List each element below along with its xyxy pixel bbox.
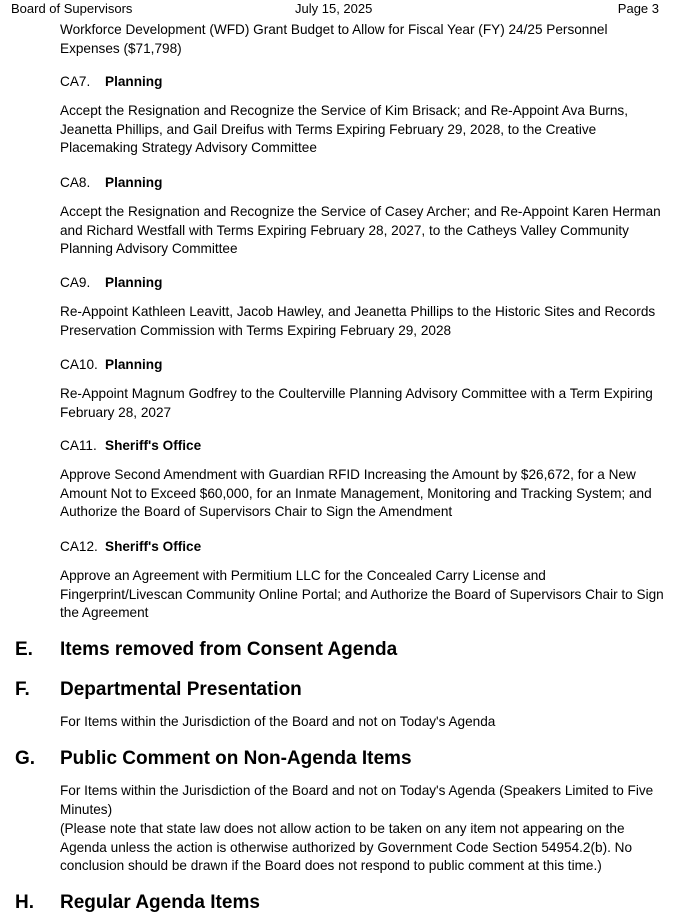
section-letter: H.	[15, 892, 34, 913]
section-text: For Items within the Jurisdiction of the Board and not on Today's Agenda (Speakers Limited to Five Minutes)	[60, 783, 654, 817]
item-department: Planning	[105, 357, 163, 372]
item-number: CA12.	[60, 539, 98, 554]
header-date: July 15, 2025	[295, 1, 373, 16]
section-letter: E.	[15, 639, 33, 660]
agenda-item-heading	[60, 538, 201, 556]
agenda-item-description: Approve Second Amendment with Guardian RFID Increasing the Amount by $26,672, for a New Amount Not to Exceed $60,000, for an Inmate Management, Monitoring and Tracking System; and Authorize the Board of Supervisors Chair to Sign the Amendment	[60, 467, 652, 520]
agenda-item-heading	[60, 437, 201, 455]
section-heading	[15, 747, 412, 771]
agenda-item-description: Approve an Agreement with Permitium LLC for the Concealed Carry License and Fingerprint/Livescan Community Online Portal; and Authorize the Board of Supervisors Chair to Sign the Agreement	[60, 568, 664, 621]
section-title: Regular Agenda Items	[60, 892, 260, 913]
header-page-number: Page 3	[617, 1, 659, 16]
section-letter: G.	[15, 748, 36, 769]
item-department: Sheriff's Office	[105, 539, 202, 554]
agenda-item-heading	[60, 73, 162, 91]
item-department: Sheriff's Office	[105, 438, 202, 453]
agenda-item-description: Re-Appoint Kathleen Leavitt, Jacob Hawley, and Jeanetta Phillips to the Historic Sites and Records Preservation Commission with Terms Expiring February 29, 2028	[60, 304, 656, 338]
continued-item-text: Workforce Development (WFD) Grant Budget to Allow for Fiscal Year (FY) 24/25 Personnel Expenses ($71,798)	[60, 22, 608, 56]
item-department: Planning	[105, 74, 163, 89]
section-note: (Please note that state law does not allow action to be taken on any item not appearing on the Agenda unless the action is otherwise authorized by Government Code Section 54954.2(b). No conclusion should be drawn if the Board does not respond to public comment at this time.)	[60, 821, 633, 874]
agenda-item-heading	[60, 174, 162, 192]
agenda-item-heading	[60, 356, 162, 374]
header-board-name: Board of Supervisors	[11, 1, 133, 16]
section-title: Items removed from Consent Agenda	[60, 639, 398, 660]
item-department: Planning	[105, 275, 163, 290]
item-department: Planning	[105, 175, 163, 190]
item-number: CA10.	[60, 357, 98, 372]
item-number: CA8.	[60, 175, 91, 190]
section-heading	[15, 678, 302, 702]
section-heading	[15, 891, 260, 915]
section-title: Departmental Presentation	[60, 679, 302, 700]
agenda-item-description: Accept the Resignation and Recognize the Service of Casey Archer; and Re-Appoint Karen Herman and Richard Westfall with Terms Expiring February 28, 2027, to the Catheys Valley Community Planning Advisory Committee	[60, 204, 661, 257]
section-title: Public Comment on Non-Agenda Items	[60, 748, 412, 769]
agenda-item-heading	[60, 274, 162, 292]
item-number: CA7.	[60, 74, 91, 89]
agenda-item-description: Accept the Resignation and Recognize the Service of Kim Brisack; and Re-Appoint Ava Burns, Jeanetta Phillips, and Gail Dreifus with Terms Expiring February 29, 2028, to the Creative Placemaking Strategy Advisory Committee	[60, 103, 628, 156]
agenda-item-description: Re-Appoint Magnum Godfrey to the Coulterville Planning Advisory Committee with a Term Expiring February 28, 2027	[60, 386, 653, 420]
section-letter: F.	[15, 679, 30, 700]
item-number: CA11.	[60, 438, 97, 453]
section-text: For Items within the Jurisdiction of the Board and not on Today's Agenda	[60, 714, 496, 729]
item-number: CA9.	[60, 275, 91, 290]
section-heading	[15, 638, 397, 662]
